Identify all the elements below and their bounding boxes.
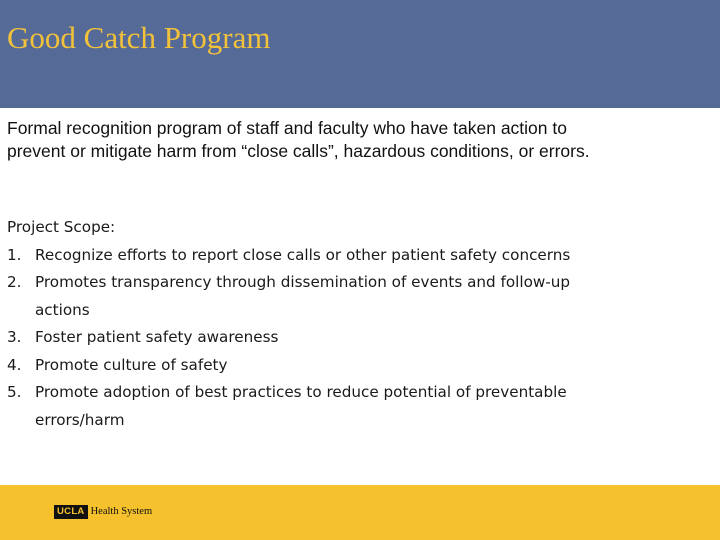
scope-item-text: Recognize efforts to report close calls or other patient safety concerns: [35, 245, 571, 264]
header-band: [0, 0, 720, 108]
scope-item-text: Promote culture of safety: [35, 355, 228, 374]
scope-item-number: 2.: [7, 273, 22, 291]
scope-item-text: Promote adoption of best practices to reduce potential of preventable errors/harm: [35, 383, 567, 429]
intro-paragraph: Formal recognition program of staff and faculty who have taken action to prevent or mitigate harm from “close calls”, hazardous conditions, or errors.: [7, 118, 590, 161]
logo-text: Health System: [90, 506, 153, 517]
scope-item-1: [7, 242, 617, 270]
scope-item-text: Promotes transparency through dissemination of events and follow-up actions: [35, 273, 571, 319]
scope-item-4: [7, 352, 617, 380]
project-scope: [7, 214, 617, 434]
scope-heading: Project Scope:: [7, 218, 116, 236]
scope-item-5: [7, 379, 617, 434]
scope-item-2: [7, 269, 617, 324]
scope-item-number: 1.: [7, 245, 22, 264]
scope-item-number: 3.: [7, 328, 22, 346]
logo-mark: UCLA: [54, 505, 88, 519]
slide-title: Good Catch Program: [7, 20, 271, 55]
scope-item-text: Foster patient safety awareness: [35, 328, 279, 346]
ucla-health-logo: [54, 505, 152, 519]
scope-item-number: 5.: [7, 383, 22, 401]
scope-item-3: [7, 324, 617, 352]
scope-list: [7, 242, 617, 435]
scope-item-number: 4.: [7, 355, 22, 374]
